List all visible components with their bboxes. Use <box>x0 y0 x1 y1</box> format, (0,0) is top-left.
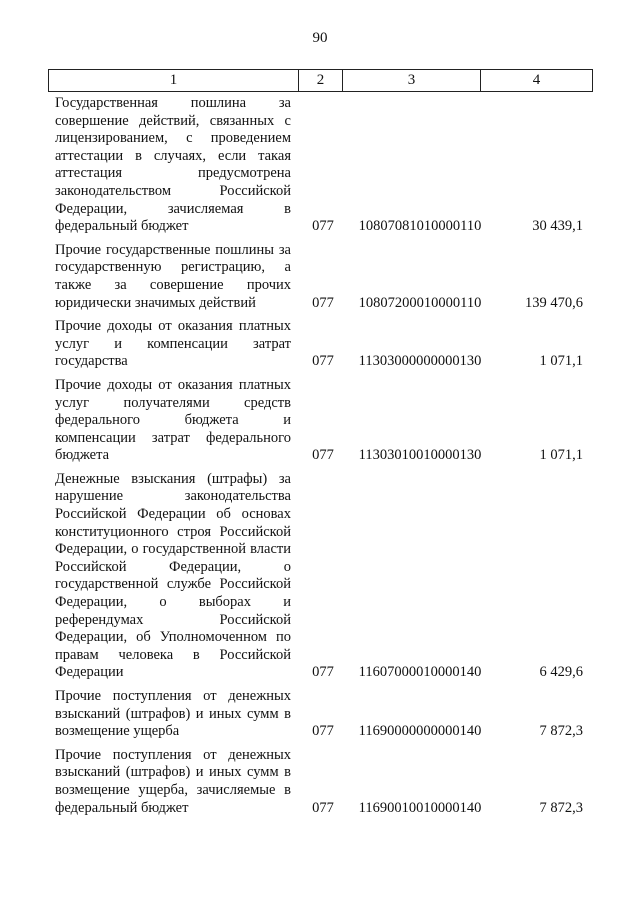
table-row <box>55 95 600 236</box>
row-kbk-code: 11690010010000140 <box>358 799 482 816</box>
row-name: Прочие поступления от денежных взысканий (штрафов) и иных сумм в возмещение ущерба <box>55 688 291 740</box>
row-amount: 1 071,1 <box>539 353 583 370</box>
row-admin-code: 077 <box>312 664 334 681</box>
row-name: Прочие доходы от оказания платных услуг получателями средств федерального бюджета и компенсации затрат федерального бюджета <box>55 376 291 464</box>
table-header <box>48 69 593 92</box>
row-name: Прочие поступления от денежных взысканий (штрафов) и иных сумм в возмещение ущерба, зачисляемые в федеральный бюджет <box>55 746 291 816</box>
row-admin-code: 077 <box>312 723 334 740</box>
row-amount: 6 429,6 <box>539 664 583 681</box>
table-row <box>55 318 600 371</box>
row-admin-code: 077 <box>312 799 334 816</box>
row-admin-code: 077 <box>312 447 334 464</box>
row-amount: 139 470,6 <box>525 294 583 311</box>
column-header-3: 3 <box>343 70 481 91</box>
table-body <box>55 95 600 823</box>
row-kbk-code: 10807200010000110 <box>358 294 482 311</box>
page-number: 90 <box>312 30 328 46</box>
column-header-2: 2 <box>299 70 343 91</box>
row-admin-code: 077 <box>312 353 334 370</box>
row-name: Государственная пошлина за совершение действий, связанных с лицензированием, с проведением аттестации в случаях, если такая аттестация предусмотрена законодательством Российской Федерации, зачисляемая в федеральный бюджет <box>55 95 291 235</box>
row-admin-code: 077 <box>312 218 334 235</box>
row-name: Прочие доходы от оказания платных услуг и компенсации затрат государства <box>55 318 291 370</box>
row-amount: 1 071,1 <box>539 447 583 464</box>
row-kbk-code: 11303000000000130 <box>358 353 482 370</box>
column-header-4: 4 <box>532 72 541 88</box>
row-amount: 7 872,3 <box>539 799 583 816</box>
row-amount: 30 439,1 <box>532 218 583 235</box>
row-kbk-code: 11607000010000140 <box>358 664 482 681</box>
table-row <box>55 377 600 465</box>
row-kbk-code: 10807081010000110 <box>358 218 482 235</box>
table-row <box>55 747 600 817</box>
row-name: Денежные взыскания (штрафы) за нарушение законодательства Российской Федерации об основах конституционного строя Российской Федерации, о государственной власти Российской Федерации, о государственной службе Российской Федерации, о выборах и референдумах Российской Федерации, об Уполномоченном по правам человека в Российской Федерации <box>55 470 291 681</box>
row-kbk-code: 11303010010000130 <box>358 447 482 464</box>
table-row <box>55 688 600 741</box>
row-amount: 7 872,3 <box>539 723 583 740</box>
table-row <box>55 242 600 312</box>
row-kbk-code: 11690000000000140 <box>358 723 482 740</box>
row-admin-code: 077 <box>312 294 334 311</box>
table-row <box>55 471 600 682</box>
column-header-1: 1 <box>49 70 299 91</box>
row-name: Прочие государственные пошлины за государственную регистрацию, а также за совершение прочих юридически значимых действий <box>55 241 291 311</box>
